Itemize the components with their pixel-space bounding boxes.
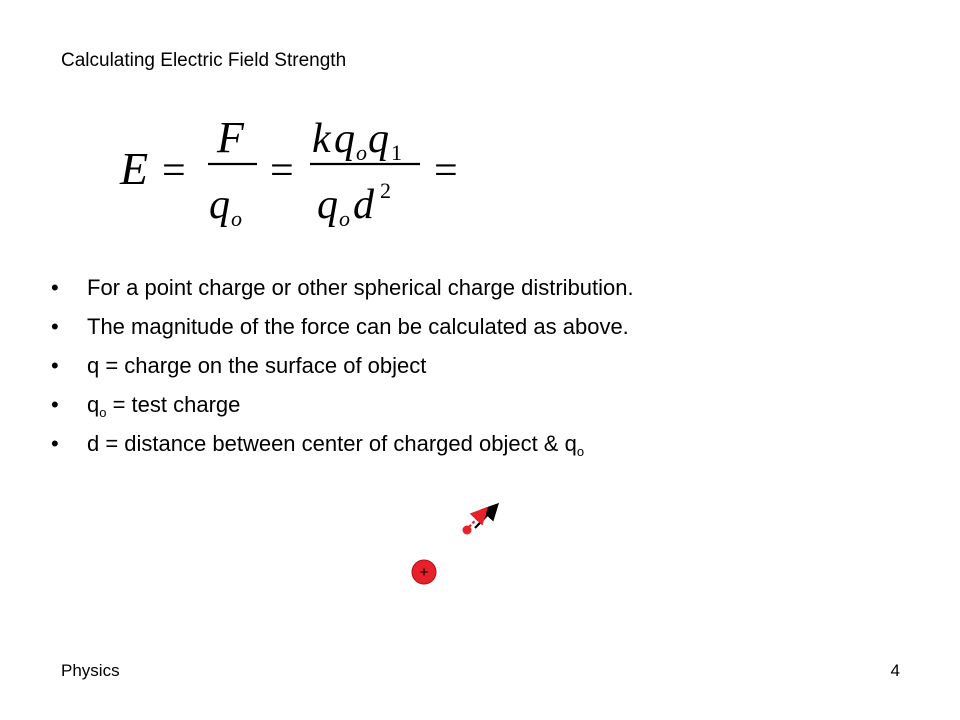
bullet-marker: • xyxy=(51,314,59,339)
formula-equals-1: = xyxy=(162,148,186,194)
field-arrow xyxy=(475,506,496,528)
footer-subject: Physics xyxy=(61,661,120,680)
test-charge-dot xyxy=(463,526,472,535)
formula-o-sub-3: o xyxy=(339,206,350,231)
formula-2-superscript: 2 xyxy=(380,178,391,203)
formula-q-numerator-1: q xyxy=(334,116,355,162)
bullet-marker: • xyxy=(51,392,59,417)
formula-E: E xyxy=(120,143,149,194)
bullet-text: The magnitude of the force can be calculated as above. xyxy=(87,314,629,339)
bullet-item-2 xyxy=(51,309,634,348)
bullet-marker: • xyxy=(51,275,59,300)
field-diagram xyxy=(400,495,510,590)
formula-equals-3: = xyxy=(434,148,458,194)
charge-sign: + xyxy=(419,564,429,581)
formula-k: k xyxy=(312,116,331,162)
bullet-text: d = distance between center of charged object & q xyxy=(87,431,577,456)
formula-1-sub: 1 xyxy=(391,140,402,165)
page-number: 4 xyxy=(890,661,900,680)
bullet-item-4 xyxy=(51,387,634,426)
electric-field-formula xyxy=(112,100,482,240)
formula-o-sub-2: o xyxy=(356,140,367,165)
bullet-subscript: o xyxy=(99,405,107,420)
bullet-text: = test charge xyxy=(106,392,241,417)
formula-q-denominator-2: q xyxy=(317,182,338,228)
bullet-marker: • xyxy=(51,353,59,378)
formula-o-sub-1: o xyxy=(231,206,242,231)
slide-title: Calculating Electric Field Strength xyxy=(61,50,347,71)
formula-d: d xyxy=(353,182,374,228)
formula-q-numerator-2: q xyxy=(368,116,389,162)
bullet-marker: • xyxy=(51,431,59,456)
formula-equals-2: = xyxy=(270,148,294,194)
bullet-text: For a point charge or other spherical charge distribution. xyxy=(87,275,634,300)
bullet-item-3 xyxy=(51,348,634,387)
formula-F: F xyxy=(217,113,244,162)
bullet-text: q = charge on the surface of object xyxy=(87,353,427,378)
bullet-list xyxy=(51,270,634,465)
bullet-symbol: q xyxy=(87,392,100,417)
bullet-subscript: o xyxy=(576,444,585,459)
bullet-item-5 xyxy=(51,426,634,465)
formula-q-denominator-1: q xyxy=(209,182,230,228)
bullet-item-1 xyxy=(51,270,634,309)
